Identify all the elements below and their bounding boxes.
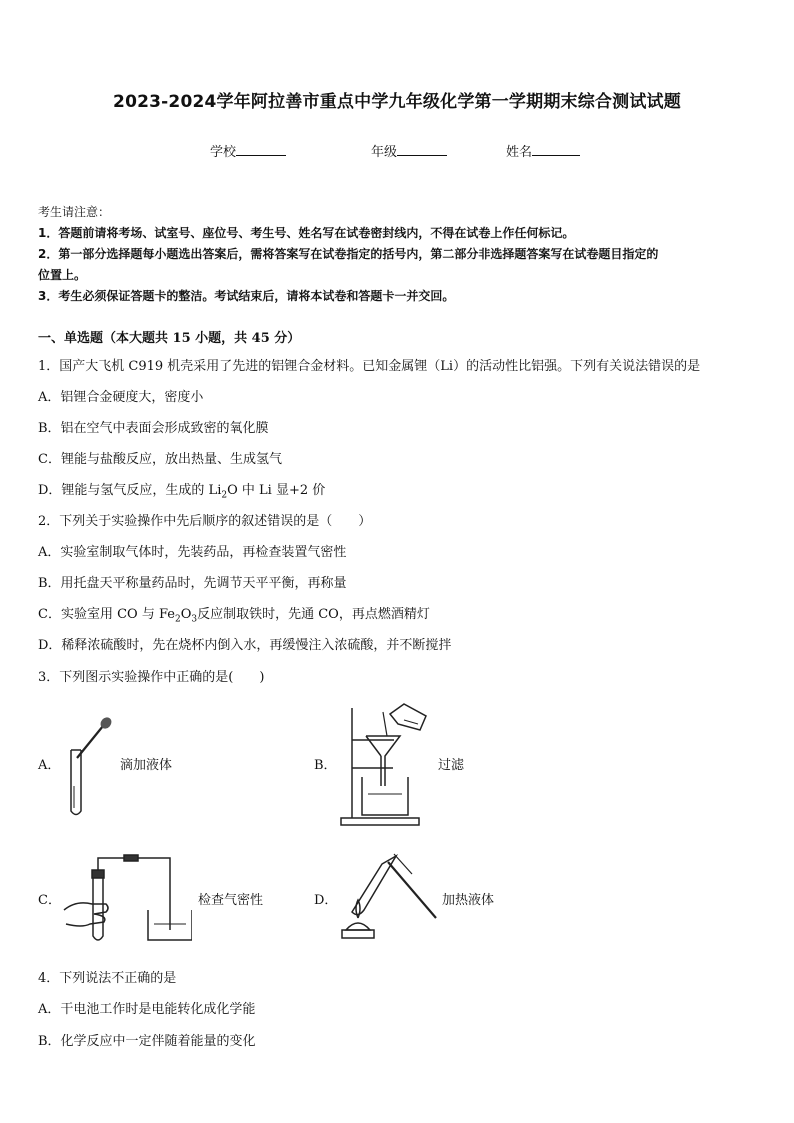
notice-item-2-cont: 位置上。 (38, 268, 87, 282)
filtration-figure (338, 702, 438, 828)
delivery-tube-shape (98, 858, 170, 930)
alcohol-lamp-shape (346, 923, 370, 930)
q3-a-label: 滴加液体 (120, 758, 173, 773)
q2-stem: 2．下列关于实验操作中先后顺序的叙述错误的是（ ） (38, 514, 372, 529)
notice-item-3: 3．考生必须保证答题卡的整洁。考试结束后，请将本试卷和答题卡一并交回。 (38, 289, 455, 303)
q3-d-label: 加热液体 (442, 893, 495, 908)
heating-liquid-figure (338, 848, 442, 946)
dropper-tube-figure (62, 716, 114, 820)
q3-d-letter: D． (314, 893, 338, 908)
q1-option-d (38, 479, 325, 501)
q4-stem: 4．下列说法不正确的是 (38, 971, 177, 986)
grade-blank[interactable] (397, 143, 447, 156)
q1-d-subscript: 2 (221, 490, 228, 501)
q2-c-text-2: O (180, 607, 192, 622)
test-tube-shape (71, 750, 81, 815)
dropper-shape (77, 726, 103, 758)
q2-option-c (38, 603, 430, 625)
q3-b-letter: B． (314, 758, 337, 773)
test-tube-shape (93, 874, 103, 940)
notice-item-1: 1．答题前请将考场、试室号、座位号、考生号、姓名写在试卷密封线内，不得在试卷上作任何标记。 (38, 226, 575, 240)
notice-heading: 考生请注意： (38, 205, 111, 219)
school-field[interactable] (210, 141, 286, 160)
q1-d-text-2: O 中 Li 显+2 价 (227, 483, 326, 498)
q2-option-a: A．实验室制取气体时，先装药品，再检查装置气密性 (38, 545, 347, 560)
hand-shape (64, 903, 108, 926)
q3-stem: 3．下列图示实验操作中正确的是( ) (38, 670, 265, 685)
q3-b-label: 过滤 (438, 758, 465, 773)
q1-option-a: A．铝锂合金硬度大，密度小 (38, 390, 204, 405)
q2-option-d: D．稀释浓硫酸时，先在烧杯内倒入水，再缓慢注入浓硫酸，并不断搅拌 (38, 638, 452, 653)
section-heading: 一、单选题（本大题共 15 小题，共 45 分） (38, 331, 301, 346)
grade-label: 年级 (371, 145, 398, 160)
notice-item-2: 2．第一部分选择题每小题选出答案后，需将答案写在试卷指定的括号内，第二部分非选择题答案写在试卷题目指定的 (38, 247, 659, 261)
q3-c-label: 检查气密性 (198, 893, 264, 908)
q2-c-text-3: 反应制取铁时，先通 CO，再点燃酒精灯 (197, 607, 430, 622)
q1-option-c: C．锂能与盐酸反应，放出热量、生成氢气 (38, 452, 282, 467)
q1-d-text-1: D．锂能与氢气反应，生成的 Li (38, 483, 222, 498)
page-title: 2023-2024学年阿拉善市重点中学九年级化学第一学期期末综合测试试题 (113, 92, 681, 112)
school-label: 学校 (210, 145, 237, 160)
q2-c-subscript-1: 2 (174, 614, 181, 625)
q3-c-letter: C． (38, 893, 61, 908)
school-blank[interactable] (236, 143, 286, 156)
tube-holder-shape (388, 862, 436, 918)
name-field[interactable] (506, 141, 580, 160)
q2-c-subscript-2: 3 (191, 614, 198, 625)
q1-stem: 1．国产大飞机 C919 机壳采用了先进的铝锂合金材料。已知金属锂（Li）的活动性比铝强。下列有关说法错误的是 (38, 359, 701, 374)
q1-option-b: B．铝在空气中表面会形成致密的氧化膜 (38, 421, 269, 436)
q3-a-letter: A． (38, 758, 61, 773)
q2-c-text-1: C．实验室用 CO 与 Fe (38, 607, 175, 622)
q4-option-b: B．化学反应中一定伴随着能量的变化 (38, 1034, 256, 1049)
grade-field[interactable] (371, 141, 447, 160)
name-label: 姓名 (506, 145, 533, 160)
q4-option-a: A．干电池工作时是电能转化成化学能 (38, 1002, 256, 1017)
airtightness-figure (62, 852, 192, 946)
pouring-beaker-shape (390, 704, 426, 730)
name-blank[interactable] (532, 143, 580, 156)
q2-option-b: B．用托盘天平称量药品时，先调节天平平衡，再称量 (38, 576, 347, 591)
glass-rod-shape (383, 712, 387, 736)
